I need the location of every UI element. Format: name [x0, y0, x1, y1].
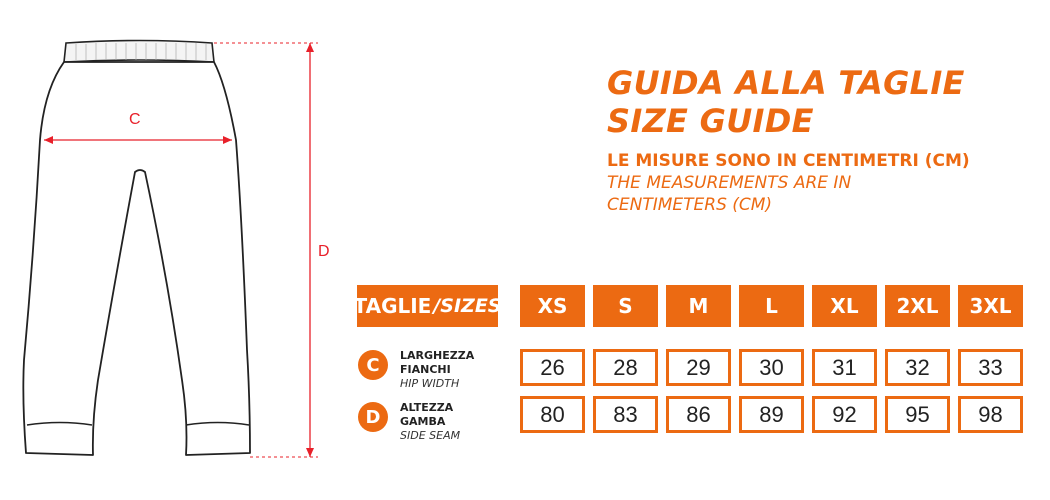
- side-seam-label: [400, 401, 520, 443]
- seam-arrow-top: [306, 43, 314, 52]
- size-header-xs: XS: [520, 285, 585, 327]
- side-seam-s: 83: [593, 396, 658, 433]
- measurement-note-italian: LE MISURE SONO IN CENTIMETRI (CM): [607, 151, 970, 171]
- measurement-note-english: THE MEASUREMENTS ARE IN CENTIMETERS (CM): [607, 173, 852, 215]
- title-block: [607, 64, 1037, 216]
- side-seam-xs: 80: [520, 396, 585, 433]
- size-header-xl: XL: [812, 285, 877, 327]
- seam-arrow-bottom: [306, 448, 314, 457]
- hip-width-2xl: 32: [885, 349, 950, 386]
- side-seam-label-line1: ALTEZZA: [400, 401, 454, 414]
- hip-width-label: [400, 349, 520, 391]
- size-header-s: S: [593, 285, 658, 327]
- hip-width-3xl: 33: [958, 349, 1023, 386]
- hip-width-badge: C: [358, 350, 388, 380]
- sizes-header: [353, 285, 502, 327]
- hip-width-xl: 31: [812, 349, 877, 386]
- side-seam-3xl: 98: [958, 396, 1023, 433]
- side-seam-label-line2: GAMBA: [400, 415, 446, 428]
- size-header-2xl: 2XL: [885, 285, 950, 327]
- waistband: [64, 41, 214, 63]
- side-seam-2xl: 95: [885, 396, 950, 433]
- hip-width-label-line1: LARGHEZZA: [400, 349, 475, 362]
- hip-width-label-line2: FIANCHI: [400, 363, 451, 376]
- sizes-header-english: /SIZES: [433, 295, 502, 317]
- side-seam-label-d: D: [318, 243, 330, 260]
- hip-width-label-english: HIP WIDTH: [400, 377, 460, 390]
- pants-diagram: [0, 0, 340, 470]
- title-italian: GUIDA ALLA TAGLIE: [607, 64, 965, 102]
- hip-width-xs: 26: [520, 349, 585, 386]
- side-seam-l: 89: [739, 396, 804, 433]
- size-header-m: M: [666, 285, 731, 327]
- size-header-3xl: 3XL: [958, 285, 1023, 327]
- hip-width-s: 28: [593, 349, 658, 386]
- side-seam-xl: 92: [812, 396, 877, 433]
- sizes-header-italian: TAGLIE: [353, 294, 432, 318]
- size-header-l: L: [739, 285, 804, 327]
- hip-label-c: C: [129, 111, 141, 128]
- side-seam-label-english: SIDE SEAM: [400, 429, 461, 442]
- hip-width-l: 30: [739, 349, 804, 386]
- hip-width-m: 29: [666, 349, 731, 386]
- side-seam-m: 86: [666, 396, 731, 433]
- side-seam-badge: D: [358, 402, 388, 432]
- title-english: SIZE GUIDE: [607, 102, 814, 140]
